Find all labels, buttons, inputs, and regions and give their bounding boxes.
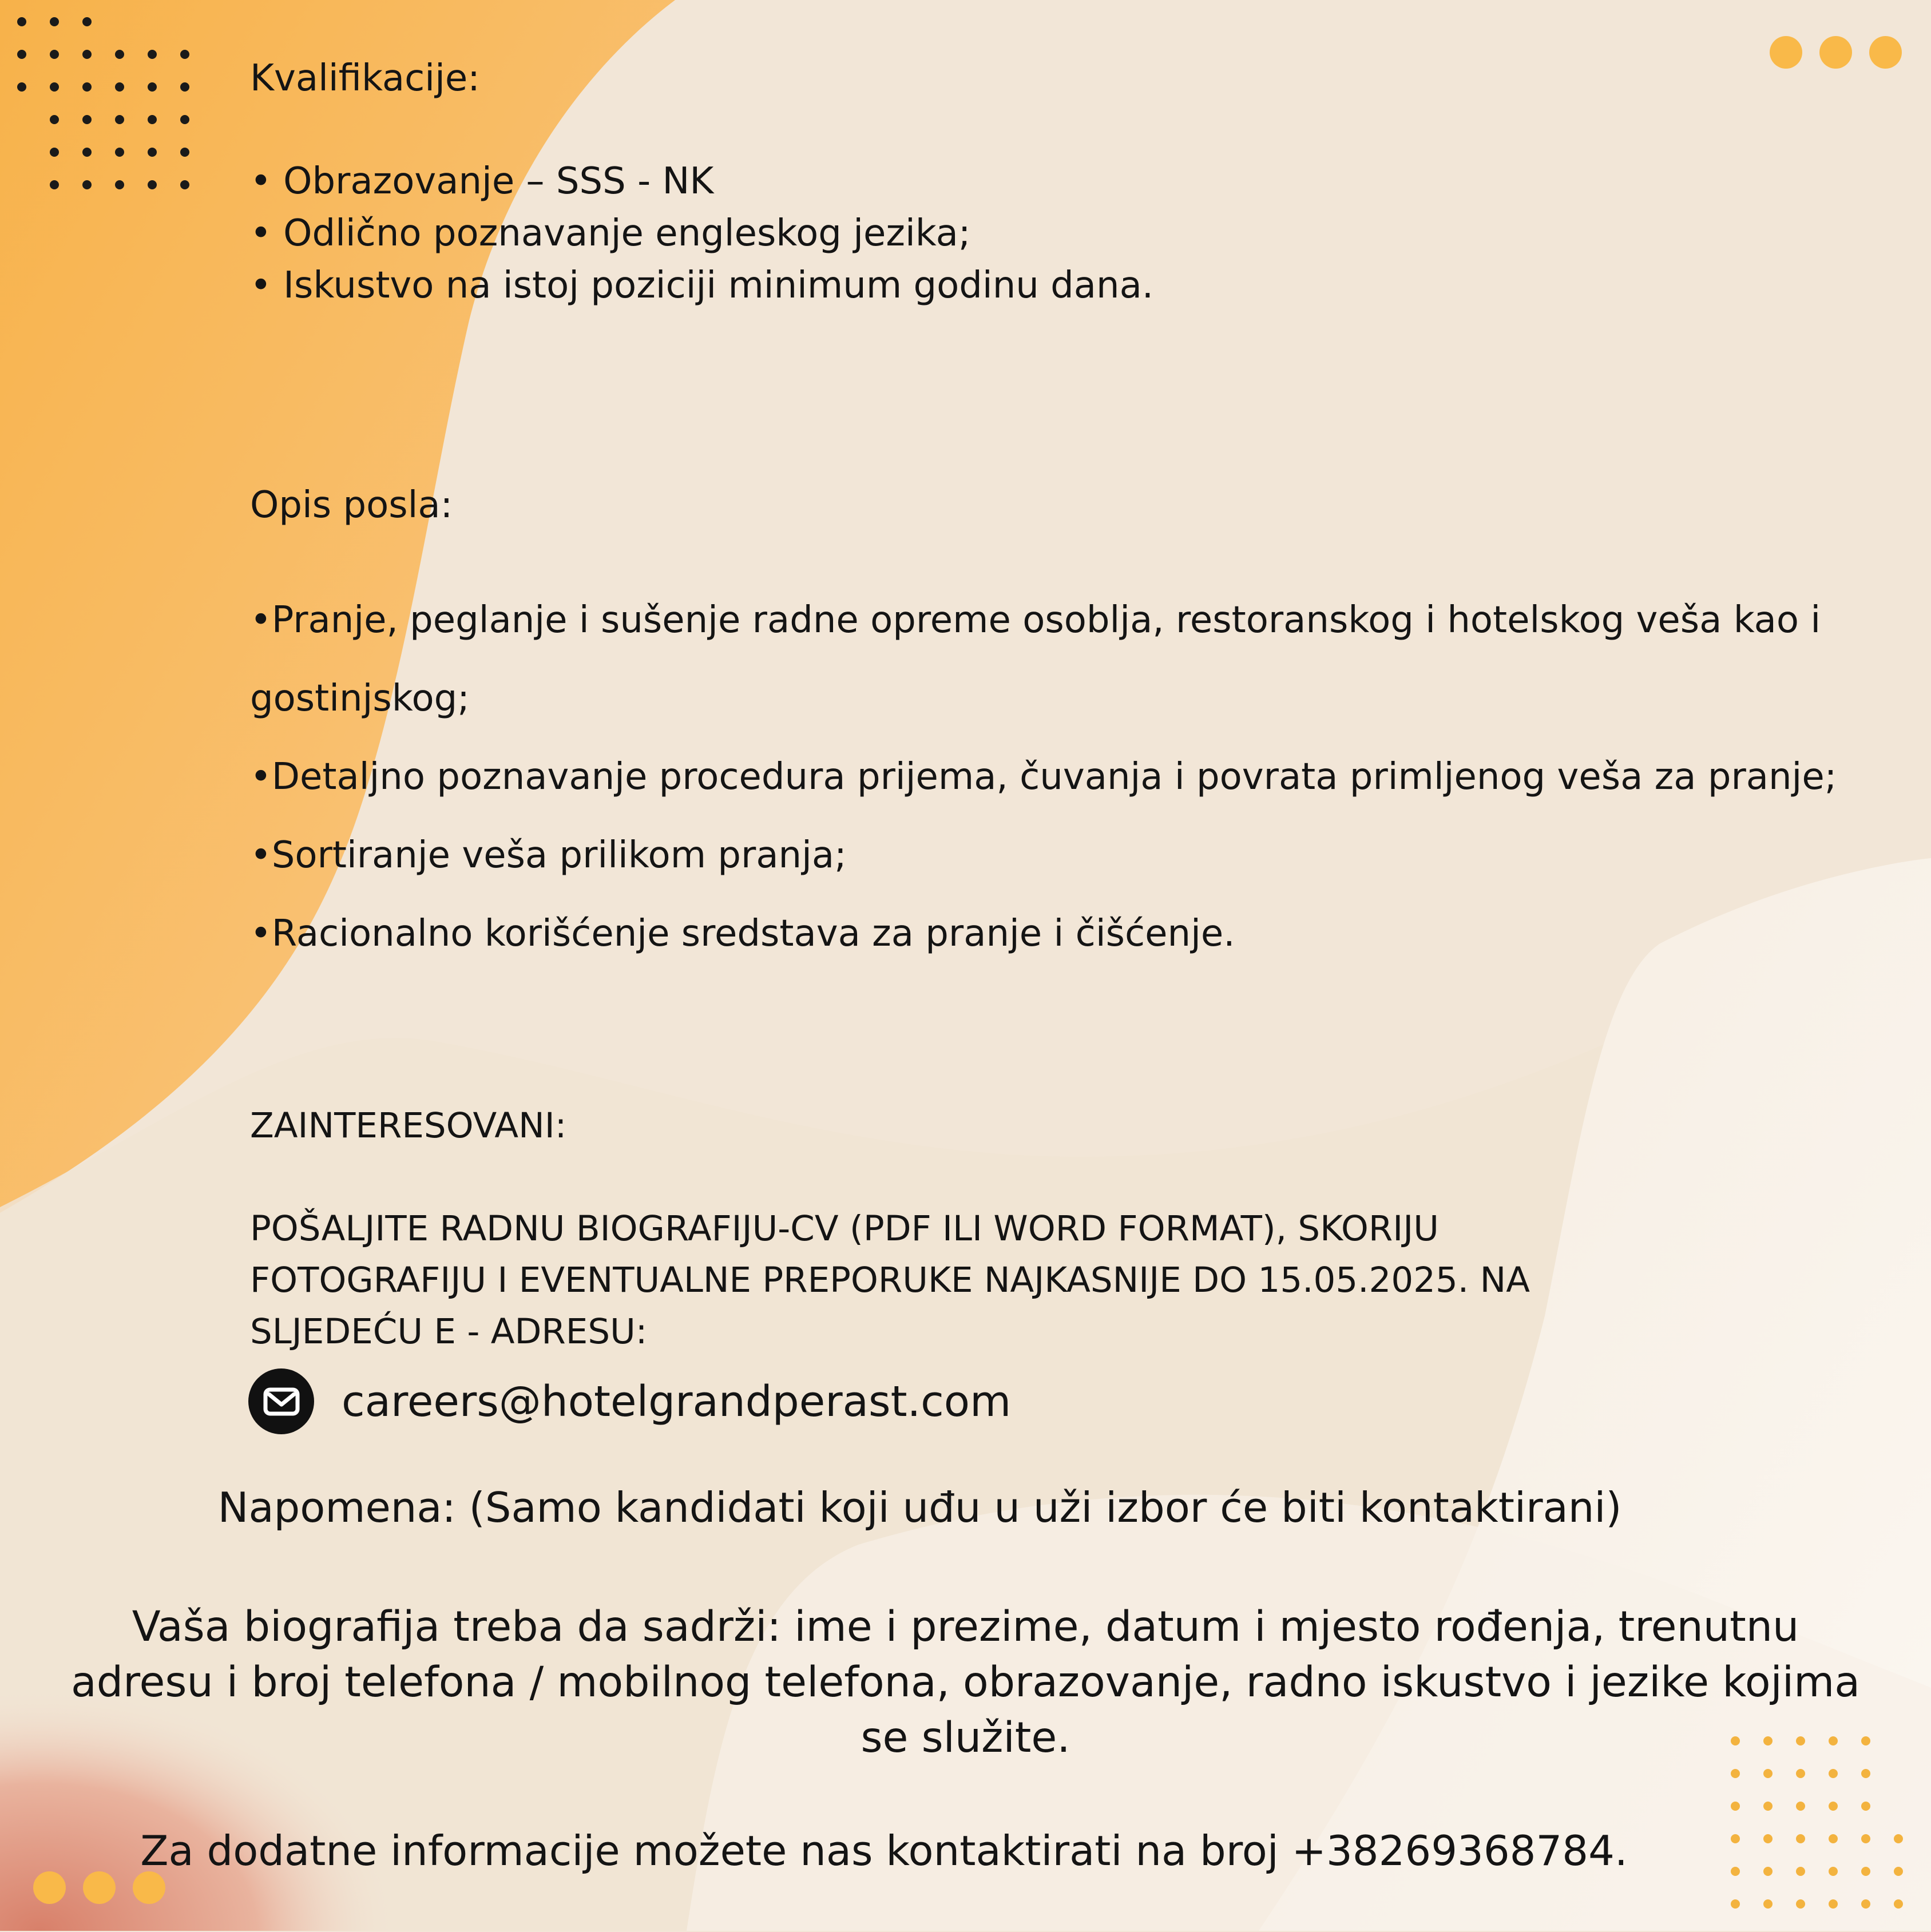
instruction-line: SLJEDEĆU E - ADRESU: <box>250 1311 648 1352</box>
note-text <box>0 1479 1931 1536</box>
more-info-line: Za dodatne informacije možete nas kontaktirati na broj +38269368784. <box>140 1827 1628 1875</box>
qualifications-list <box>250 156 1153 312</box>
list-item: • Iskustvo na istoj poziciji minimum godinu dana. <box>250 264 1154 307</box>
decorative-three-dots-top-right <box>1770 36 1902 69</box>
list-item: • Obrazovanje – SSS - NK <box>250 160 714 203</box>
bio-requirements <box>34 1599 1897 1766</box>
bio-line: adresu i broj telefona / mobilnog telefona, obrazovanje, radno iskustvo i jezike kojima <box>71 1658 1860 1707</box>
email-contact[interactable] <box>248 1368 1011 1434</box>
decorative-dot-grid-top-left <box>17 17 213 213</box>
interested-title: ZAINTERESOVANI: <box>250 1105 567 1146</box>
job-description-list <box>250 581 1837 973</box>
list-item: •Racionalno korišćenje sredstava za pranje i čišćenje. <box>250 913 1235 955</box>
list-item: gostinjskog; <box>250 677 470 720</box>
qualifications-title: Kvalifikacije: <box>250 57 480 100</box>
job-description-title: Opis posla: <box>250 484 453 526</box>
list-item: •Pranje, peglanje i sušenje radne opreme osoblja, restoranskog i hotelskog veša kao i <box>250 599 1821 641</box>
instruction-line: FOTOGRAFIJU I EVENTUALNE PREPORUKE NAJKASNIJE DO 15.05.2025. NA <box>250 1260 1530 1300</box>
list-item: •Detaljno poznavanje procedura prijema, čuvanja i povrata primljenog veša za pranje; <box>250 756 1837 798</box>
application-instructions <box>250 1203 1530 1358</box>
note-line: Napomena: (Samo kandidati koji uđu u uži izbor će biti kontaktirani) <box>217 1483 1622 1532</box>
instruction-line: POŠALJITE RADNU BIOGRAFIJU-CV (PDF ILI WORD FORMAT), SKORIJU <box>250 1208 1439 1249</box>
list-item: •Sortiranje veša prilikom pranja; <box>250 834 847 876</box>
bio-line: Vaša biografija treba da sadrži: ime i prezime, datum i mjesto rođenja, trenutnu <box>132 1602 1799 1651</box>
list-item: • Odlično poznavanje engleskog jezika; <box>250 212 971 255</box>
email-link[interactable]: careers@hotelgrandperast.com <box>342 1376 1012 1426</box>
envelope-icon <box>248 1368 314 1434</box>
bio-line: se služite. <box>861 1713 1070 1762</box>
more-info <box>0 1822 1931 1879</box>
